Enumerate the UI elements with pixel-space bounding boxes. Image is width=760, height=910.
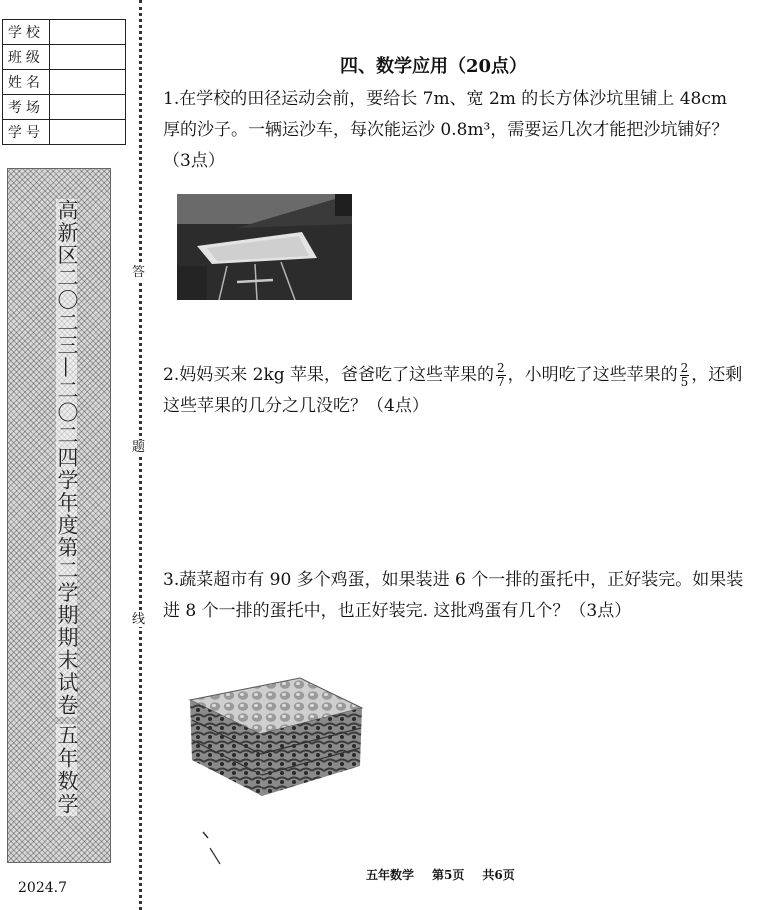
info-value-field xyxy=(49,20,125,45)
exam-subject: 五年数学 xyxy=(55,724,79,816)
info-value-field xyxy=(49,95,125,120)
student-info-table xyxy=(2,19,126,145)
exam-date: 2024.7 xyxy=(18,880,67,896)
fraction-numerator: 2 xyxy=(680,361,689,375)
info-row-name xyxy=(3,70,126,95)
pencil-stroke-mark xyxy=(200,830,224,866)
info-label: 学号 xyxy=(3,120,50,145)
egg-tray-photo xyxy=(180,668,370,803)
info-row-student-id xyxy=(3,120,126,145)
info-row-exam-room xyxy=(3,95,126,120)
cut-line-char: 答 xyxy=(132,265,146,280)
question-1-text: 1.在学校的田径运动会前，要给长 7m、宽 2m 的长方体沙坑里铺上 48cm 厚的沙子。一辆运沙车，每次能运沙 0.8m³，需要运几次才能把沙坑铺好？（3点） xyxy=(163,89,729,171)
info-row-class xyxy=(3,45,126,70)
footer-subject: 五年数学 xyxy=(366,868,415,882)
question-3-text: 3.蔬菜超市有 90 多个鸡蛋，如果装进 6 个一排的蛋托中，正好装完。如果装进 8 个一排的蛋托中，也正好装完. 这批鸡蛋有几个？（3点） xyxy=(163,570,744,621)
fraction-two-fifths xyxy=(680,362,690,389)
info-label: 学校 xyxy=(3,20,50,45)
fraction-denominator: 5 xyxy=(680,375,689,389)
question-2-part: ，小明吃了这些苹果的 xyxy=(507,365,678,385)
footer-total-pages: 共6页 xyxy=(482,868,515,882)
fraction-two-sevenths xyxy=(496,362,506,389)
info-label: 考场 xyxy=(3,95,50,120)
footer-page-number: 第5页 xyxy=(432,868,465,882)
question-2-part: ，还剩这些苹果的几分之几没吃？（4点） xyxy=(163,365,743,416)
exam-title: 高新区二〇二三—二〇二四学年度第二学期期末试卷 xyxy=(55,199,79,717)
cut-line-char: 线 xyxy=(132,612,146,627)
cut-line-char: 题 xyxy=(132,440,146,455)
info-row-school xyxy=(3,20,126,45)
info-value-field xyxy=(49,45,125,70)
info-value-field xyxy=(49,120,125,145)
sand-pit-photo xyxy=(177,194,352,300)
exam-title-banner xyxy=(7,168,111,863)
question-2-text xyxy=(163,360,748,422)
binding-cut-line xyxy=(139,0,142,910)
question-2-part: 2.妈妈买来 2kg 苹果，爸爸吃了这些苹果的 xyxy=(163,365,495,385)
fraction-numerator: 2 xyxy=(497,361,505,375)
fraction-denominator: 7 xyxy=(497,375,505,389)
info-value-field xyxy=(49,70,125,95)
page-footer xyxy=(366,866,533,883)
info-label: 班级 xyxy=(3,45,50,70)
info-label: 姓名 xyxy=(3,70,50,95)
section-title: 四、数学应用（20点） xyxy=(340,56,528,77)
